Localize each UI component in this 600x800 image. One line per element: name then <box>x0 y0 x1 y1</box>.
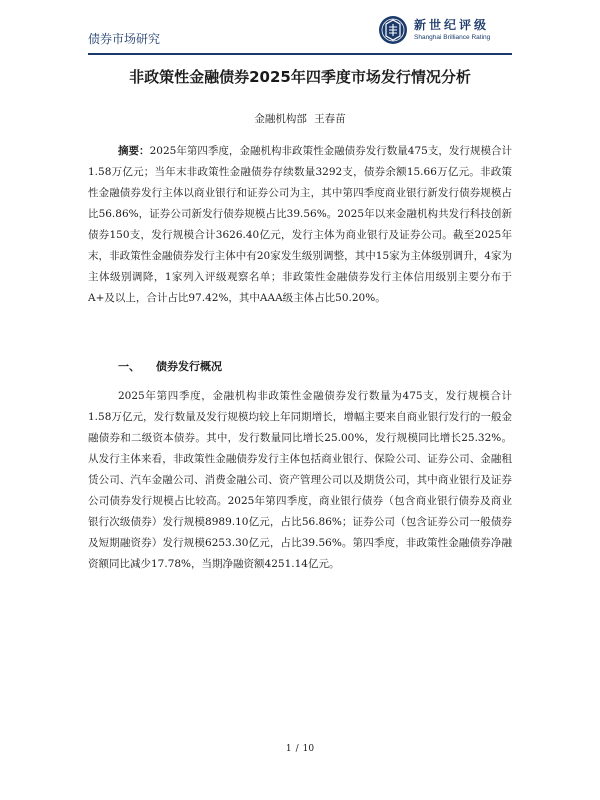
page-number <box>0 744 600 754</box>
section-title: 债券发行概况 <box>156 360 222 373</box>
page-separator: / <box>295 744 299 754</box>
abstract-label: 摘要： <box>118 145 150 157</box>
page-header <box>88 10 512 54</box>
author-line <box>88 111 512 126</box>
abstract-paragraph <box>88 141 512 309</box>
section-heading <box>118 358 222 374</box>
brand-name-en: Shanghai Brilliance Rating <box>414 34 491 41</box>
brand-logo-icon <box>378 15 408 45</box>
author-department: 金融机构部 <box>254 113 307 125</box>
document-title: 非政策性金融债券2025年四季度市场发行情况分析 <box>129 68 471 86</box>
header-divider <box>88 53 512 55</box>
author-name: 王春苗 <box>314 113 346 125</box>
abstract-text: 2025年第四季度，金融机构非政策性金融债券发行数量475支，发行规模合计1.58万亿元；当年末非政策性金融债券存续数量3292支，债券余额15.66万亿元。非政策性金融债券发行主体以商业银行和证券公司为主，其中第四季度商业银行新发行债券规模占比56.86%，证券公司新发行债券规模占比39.56%。2025年以来金融机构共发行科技创新债券150支，发行规模合计3626.40亿元，发行主体为商业银行及证券公司。截至2025年末，非政策性金融债券发行主体中有20家发生级别调整，其中15家为主体级别调升，4家为主体级别调降，1家列入评级观察名单；非政策性金融债券发行主体信用级别主要分布于A+及以上，合计占比97.42%，其中AAA级主体占比50.20%。 <box>88 145 513 304</box>
page-total: 10 <box>302 744 315 754</box>
brand-name-cn: 新世纪评级 <box>414 18 490 32</box>
section-number: 一、 <box>118 360 140 373</box>
page-current: 1 <box>285 744 292 754</box>
brand-block <box>378 14 512 48</box>
header-section-title: 债券市场研究 <box>88 32 161 46</box>
body-paragraph: 2025年第四季度，金融机构非政策性金融债券发行数量为475支，发行规模合计1.58万亿元，发行数量及发行规模均较上年同期增长，增幅主要来自商业银行发行的一般金融债券和二级资本债券。其中，发行数量同比增长25.00%，发行规模同比增长25.32%。从发行主体来看，非政策性金融债券发行主体包括商业银行、保险公司、证券公司、金融租赁公司、汽车金融公司、消费金融公司、资产管理公司以及期货公司，其中商业银行及证券公司债券发行规模占比较高。2025年第四季度，商业银行债券（包含商业银行债券及商业银行次级债券）发行规模8989.10亿元，占比56.86%；证券公司（包含证券公司一般债券及短期融资券）发行规模6253.30亿元，占比39.56%。第四季度，非政策性金融债券净融资额同比减少17.78%，当期净融资额4251.14亿元。 <box>88 390 512 570</box>
